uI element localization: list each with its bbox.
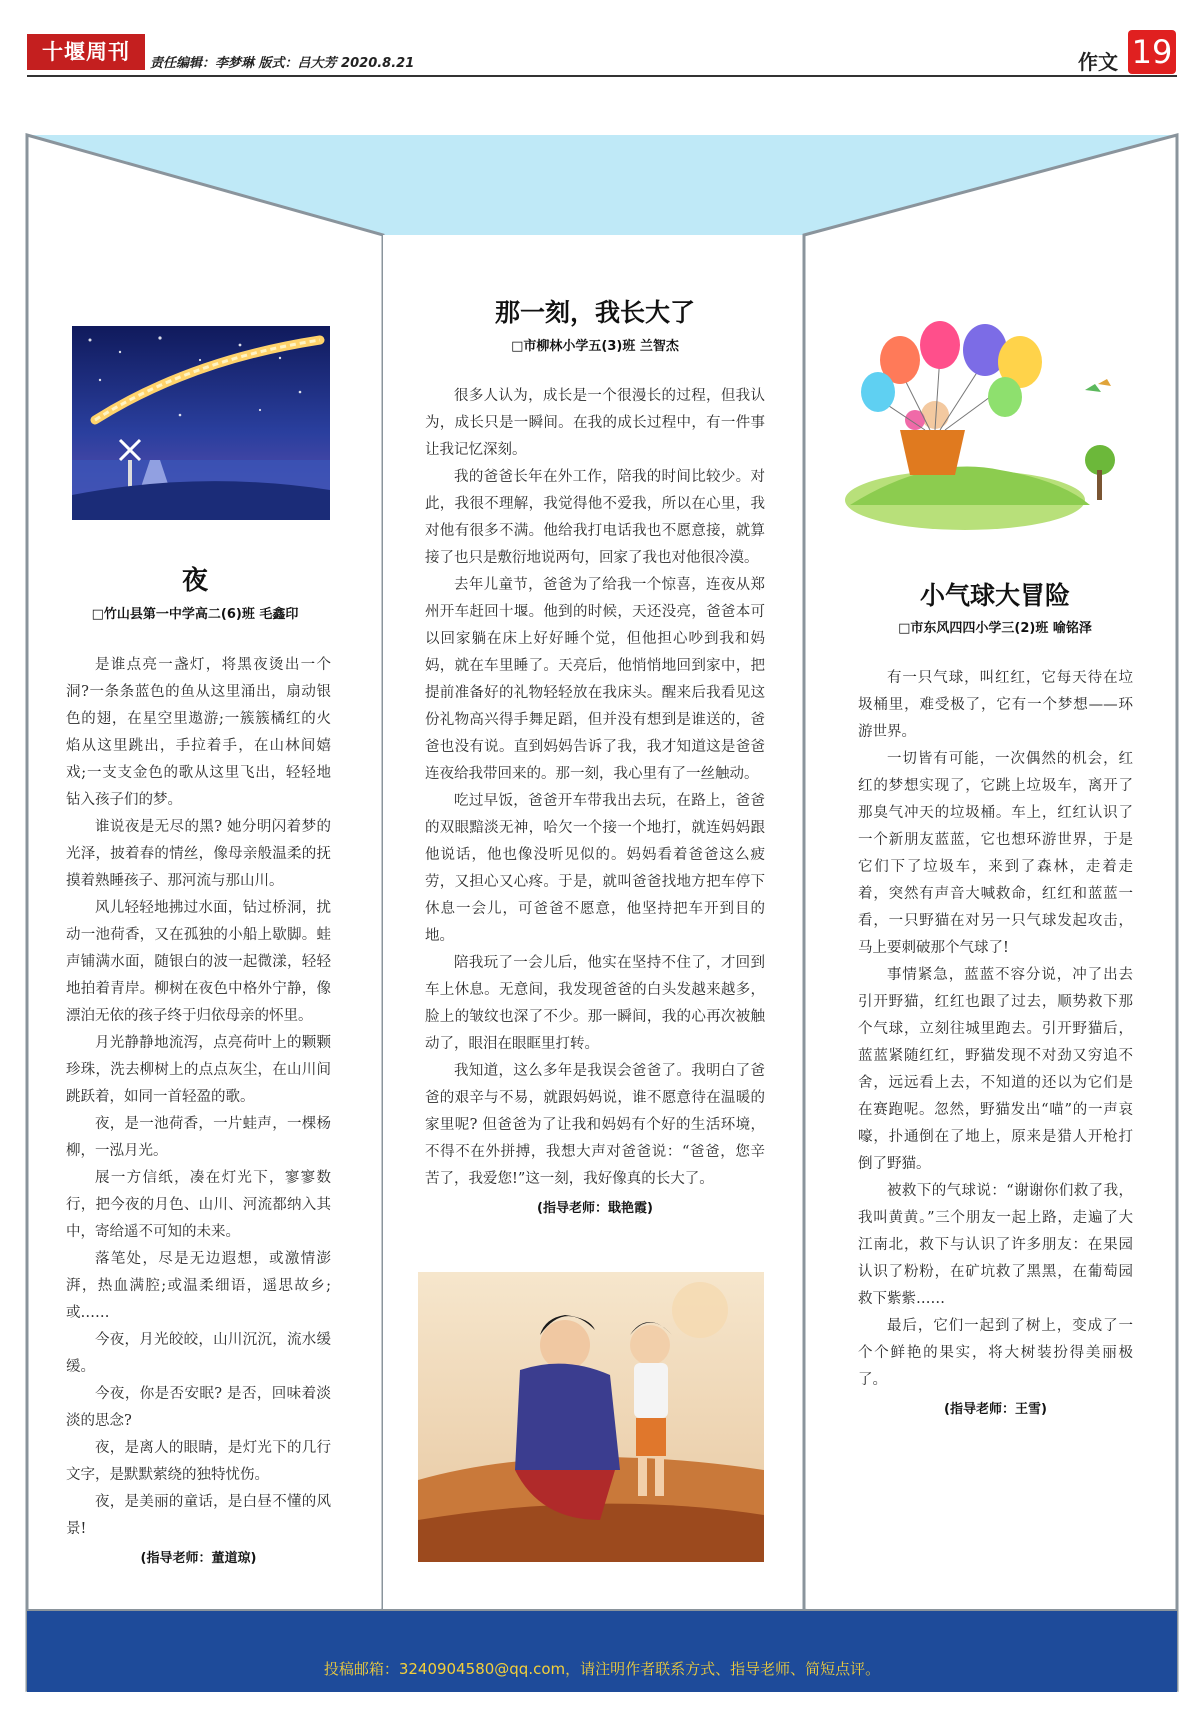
paragraph: 展一方信纸，凑在灯光下，寥寥数行，把今夜的月色、山川、河流都纳入其中，寄给遥不可知的未来。 [66, 1170, 331, 1240]
article-byline-grew-up: □市柳林小学五(3)班 兰智杰 [511, 339, 679, 354]
paragraph: 很多人认为，成长是一个很漫长的过程，但我认为，成长只是一瞬间。在我的成长过程中，有一件事让我记忆深刻。 [425, 388, 765, 458]
paragraph: 吃过早饭，爸爸开车带我出去玩，在路上，爸爸的双眼黯淡无神，哈欠一个接一个地打，就连妈妈跟他说话，他也像没听见似的。妈妈看着爸爸这么疲劳，又担心又心疼。于是，就叫爸爸找地方把车停下休息一会儿，可爸爸不愿意，他坚持把车开到目的地。 [425, 793, 765, 944]
article-title-grew-up: 那一刻，我长大了 [494, 298, 695, 327]
page-number: 19 [1128, 30, 1176, 74]
article-byline-balloon: □市东风四四小学三(2)班 喻铭泽 [898, 621, 1092, 636]
paragraph: 今夜，月光皎皎，山川沉沉，流水缓缓。 [66, 1332, 331, 1375]
editor-info: 责任编辑：李梦琳 版式：吕大芳 2020.8.21 [150, 56, 415, 71]
paragraph: 我的爸爸长年在外工作，陪我的时间比较少。对此，我很不理解，我觉得他不爱我，所以在心里，我对他有很多不满。他给我打电话我也不愿意接，就算接了也只是敷衍地说两句，回家了我也对他很冷漠。 [425, 469, 765, 566]
teacher-credit-balloon: (指导老师：王雪) [944, 1402, 1047, 1417]
masthead-logo: 十堰周刊 [27, 34, 145, 70]
paragraph: 夜，是离人的眼睛，是灯光下的几行文字，是默默萦绕的独特忧伤。 [66, 1440, 331, 1483]
paragraph: 最后，它们一起到了树上，变成了一个个鲜艳的果实，将大树装扮得美丽极了。 [858, 1318, 1133, 1388]
article-title-night: 夜 [181, 566, 208, 596]
paragraph: 今夜，你是否安眠? 是否，回味着淡淡的思念? [66, 1386, 331, 1429]
article-body-grew-up [425, 383, 765, 1222]
article-body-balloon [858, 665, 1133, 1423]
paragraph: 被救下的气球说：“谢谢你们救了我，我叫黄黄。”三个朋友一起上路，走遍了大江南北，救下与认识了许多朋友：在果园认识了粉粉，在矿坑救了黑黑，在葡萄园救下紫紫…… [858, 1183, 1133, 1307]
teacher-credit-night: (指导老师：董道琼) [140, 1551, 257, 1566]
paragraph: 落笔处，尽是无边遐想，或激情澎湃，热血满腔;或温柔细语，遥思故乡;或…… [66, 1251, 331, 1321]
father-child-illustration [418, 1272, 764, 1562]
paragraph: 夜，是美丽的童话，是白昼不懂的风景! [66, 1494, 331, 1537]
footer-band [27, 1610, 1177, 1692]
paragraph: 月光静静地流泻，点亮荷叶上的颗颗珍珠，洗去柳树上的点点灰尘，在山川间跳跃着，如同一首轻盈的歌。 [66, 1035, 331, 1105]
paragraph: 有一只气球，叫红红，它每天待在垃圾桶里，难受极了，它有一个梦想——环游世界。 [858, 670, 1133, 740]
submission-notice: 投稿邮箱：3240904580@qq.com，请注明作者联系方式、指导老师、简短点评。 [323, 1660, 881, 1678]
paragraph: 一切皆有可能，一次偶然的机会，红红的梦想实现了，它跳上垃圾车，离开了那臭气冲天的垃圾桶。车上，红红认识了一个新朋友蓝蓝，它也想环游世界，于是它们下了垃圾车，来到了森林，走着走着，突然有声音大喊救命，红红和蓝蓝一看，一只野猫在对另一只气球发起攻击，马上要刺破那个气球了! [858, 751, 1133, 956]
night-train-illustration [72, 326, 330, 520]
paragraph: 陪我玩了一会儿后，他实在坚持不住了，才回到车上休息。无意间，我发现爸爸的白头发越来越多，脸上的皱纹也深了不少。那一瞬间，我的心再次被触动了，眼泪在眼眶里打转。 [425, 955, 765, 1052]
teacher-credit-grew-up: (指导老师：戢艳霞) [537, 1201, 653, 1216]
paragraph: 事情紧急，蓝蓝不容分说，冲了出去引开野猫，红红也跟了过去，顺势救下那个气球，立刻往城里跑去。引开野猫后，蓝蓝紧随红红，野猫发现不对劲又穷追不舍，远远看上去，不知道的还以为它们是在赛跑呢。忽然，野猫发出“喵”的一声哀嚎，扑通倒在了地上，原来是猎人开枪打倒了野猫。 [858, 967, 1133, 1172]
paragraph: 夜，是一池荷香，一片蛙声，一棵杨柳，一泓月光。 [66, 1116, 331, 1159]
header-rule [27, 75, 1177, 77]
section-name: 作文 [1078, 50, 1118, 74]
paragraph: 我知道，这么多年是我误会爸爸了。我明白了爸爸的艰辛与不易，就跟妈妈说，谁不愿意待在温暖的家里呢? 但爸爸为了让我和妈妈有个好的生活环境，不得不在外拼搏，我想大声对爸爸说：“爸爸，您辛苦了，我爱您!”这一刻，我好像真的长大了。 [425, 1063, 765, 1187]
paragraph: 是谁点亮一盏灯，将黑夜烫出一个洞?一条条蓝色的鱼从这里涌出，扇动银色的翅，在星空里遨游;一簇簇橘红的火焰从这里跳出，手拉着手，在山林间嬉戏;一支支金色的歌从这里飞出，轻轻地钻入孩子们的梦。 [66, 657, 331, 808]
paragraph: 去年儿童节，爸爸为了给我一个惊喜，连夜从郑州开车赶回十堰。他到的时候，天还没亮，爸爸本可以回家躺在床上好好睡个觉，但他担心吵到我和妈妈，就在车里睡了。天亮后，他悄悄地回到家中，把提前准备好的礼物轻轻放在我床头。醒来后我看见这份礼物高兴得手舞足蹈，但并没有想到是谁送的，爸爸也没有说。直到妈妈告诉了我，我才知道这是爸爸连夜给我带回来的。那一刻，我心里有了一丝触动。 [425, 577, 765, 782]
article-byline-night: □竹山县第一中学高二(6)班 毛鑫印 [91, 607, 299, 622]
paragraph: 风儿轻轻地拂过水面，钻过桥洞，扰动一池荷香，又在孤独的小船上歇脚。蛙声铺满水面，随银白的波一起微漾，轻轻地拍着青岸。柳树在夜色中格外宁静，像漂泊无依的孩子终于归依母亲的怀里。 [66, 900, 331, 1024]
article-body-night [66, 652, 331, 1572]
article-title-balloon: 小气球大冒险 [919, 581, 1070, 610]
paragraph: 谁说夜是无尽的黑? 她分明闪着梦的光泽，披着春的情丝，像母亲般温柔的抚摸着熟睡孩子、那河流与那山川。 [66, 819, 331, 889]
